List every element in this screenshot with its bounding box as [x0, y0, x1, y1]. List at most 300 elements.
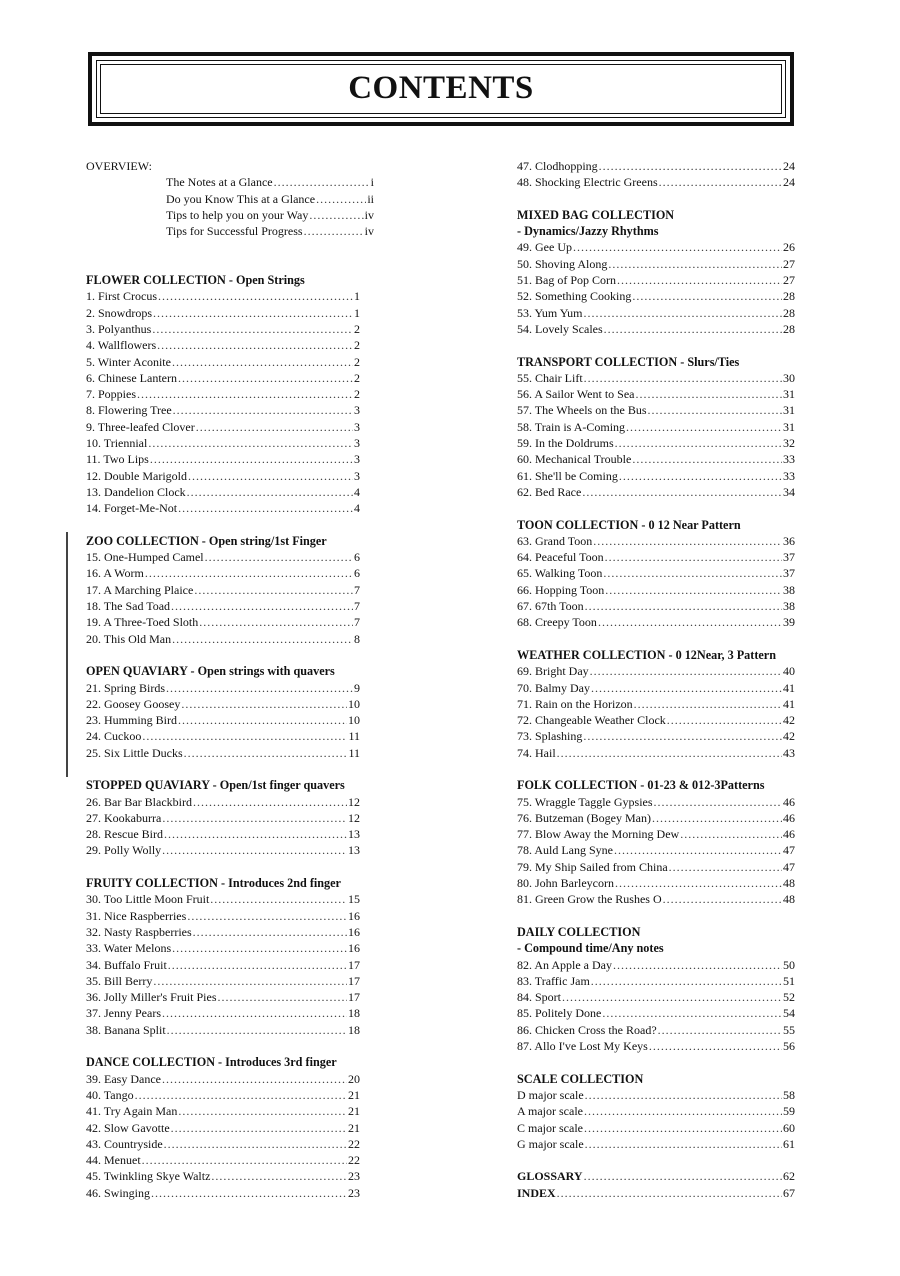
entry-title: 62. Bed Race — [517, 484, 582, 499]
entry-title: G major scale — [517, 1136, 584, 1151]
entry-page: 48 — [783, 876, 795, 891]
toc-entry — [86, 810, 360, 826]
entry-title: 3. Polyanthus — [86, 321, 152, 336]
entry-title: 54. Lovely Scales — [517, 321, 603, 336]
entry-page: 6 — [354, 550, 360, 565]
toc-entry — [517, 859, 795, 875]
toc-entry — [86, 1071, 360, 1087]
entry-title: 34. Buffalo Fruit — [86, 957, 167, 972]
contents-right-column — [517, 158, 795, 1201]
contents-title-frame — [88, 52, 794, 126]
toc-entry — [86, 1168, 360, 1184]
entry-page: 28 — [783, 289, 795, 304]
toc-entry — [86, 842, 360, 858]
entry-page: 7 — [354, 582, 360, 597]
dot-leader — [162, 810, 347, 826]
entry-page: 38 — [783, 582, 795, 597]
toc-entry — [86, 973, 360, 989]
dot-leader — [164, 1136, 347, 1152]
toc-entry — [86, 207, 374, 223]
entry-title: 40. Tango — [86, 1087, 134, 1102]
entry-page: 24 — [783, 159, 795, 173]
toc-entry — [517, 712, 795, 728]
dot-leader — [634, 696, 782, 712]
toc-entry — [517, 1087, 795, 1103]
toc-entry — [517, 826, 795, 842]
entry-page: iv — [364, 207, 374, 222]
entry-title: 9. Three-leafed Clover — [86, 419, 195, 434]
toc-entry — [86, 1022, 360, 1038]
entry-page: 18 — [348, 1022, 360, 1037]
section-heading: DANCE COLLECTION - Introduces 3rd finger — [86, 1055, 337, 1070]
entry-page: 28 — [783, 321, 795, 336]
entry-page: 60 — [783, 1120, 795, 1135]
spacer — [86, 256, 360, 272]
toc-entry — [517, 1185, 795, 1201]
entry-page: 11 — [348, 745, 360, 760]
entry-title: 80. John Barleycorn — [517, 876, 614, 891]
toc-entry — [86, 696, 360, 712]
entry-title: 77. Blow Away the Morning Dew — [517, 827, 680, 842]
toc-entry — [517, 614, 795, 630]
entry-title: 57. The Wheels on the Bus — [517, 403, 647, 418]
spacer — [86, 517, 360, 533]
section-heading: MIXED BAG COLLECTION — [517, 207, 675, 222]
entry-page: 26 — [783, 240, 795, 255]
entry-title: 21. Spring Birds — [86, 680, 166, 695]
entry-title: 1. First Crocus — [86, 289, 158, 304]
dot-leader — [605, 549, 782, 565]
dot-leader — [583, 305, 782, 321]
toc-entry — [86, 191, 374, 207]
entry-page: 7 — [354, 615, 360, 630]
toc-entry — [517, 598, 795, 614]
toc-entry — [86, 794, 360, 810]
entry-title: 6. Chinese Lantern — [86, 370, 177, 385]
entry-page: 1 — [354, 289, 360, 304]
entry-page: 47 — [783, 843, 795, 858]
entry-title: 8. Flowering Tree — [86, 403, 172, 418]
entry-title: 68. Creepy Toon — [517, 615, 597, 630]
entry-page: 33 — [783, 452, 795, 467]
entry-page: 55 — [783, 1022, 795, 1037]
toc-entry — [517, 1005, 795, 1021]
entry-page: 10 — [348, 713, 360, 728]
entry-title: 47. Clodhopping — [517, 159, 598, 173]
dot-leader — [659, 174, 782, 190]
entry-title: 7. Poppies — [86, 387, 137, 402]
toc-entry — [517, 386, 795, 402]
entry-page: 23 — [348, 1169, 360, 1184]
toc-entry — [517, 663, 795, 679]
spacer — [86, 859, 360, 875]
entry-page: 3 — [354, 419, 360, 434]
dot-leader — [158, 288, 353, 304]
dot-leader — [604, 321, 782, 337]
dot-leader — [573, 239, 782, 255]
entry-page: 12 — [348, 794, 360, 809]
dot-leader — [614, 842, 782, 858]
toc-entry — [86, 386, 360, 402]
entry-page: 6 — [354, 566, 360, 581]
toc-entry — [517, 305, 795, 321]
entry-page: 28 — [783, 305, 795, 320]
entry-page: 2 — [354, 387, 360, 402]
dot-leader — [162, 1005, 347, 1021]
toc-entry — [86, 712, 360, 728]
entry-page: 61 — [783, 1136, 795, 1151]
section-heading: SCALE COLLECTION — [517, 1071, 644, 1086]
toc-entry — [86, 957, 360, 973]
entry-title: 71. Rain on the Horizon — [517, 696, 633, 711]
spacer — [517, 1152, 795, 1168]
dot-leader — [157, 337, 353, 353]
toc-entry — [517, 1103, 795, 1119]
toc-entry — [517, 451, 795, 467]
entry-title: 58. Train is A-Coming — [517, 419, 626, 434]
entry-title: 52. Something Cooking — [517, 289, 632, 304]
entry-page: 38 — [783, 599, 795, 614]
entry-page: 4 — [354, 484, 360, 499]
entry-page: 41 — [783, 680, 795, 695]
entry-title: 25. Six Little Ducks — [86, 745, 183, 760]
dot-leader — [171, 1120, 347, 1136]
entry-page: 56 — [783, 1039, 795, 1054]
entry-title: 59. In the Doldrums — [517, 436, 614, 451]
entry-title: 63. Grand Toon — [517, 533, 593, 548]
toc-entry — [517, 728, 795, 744]
dot-leader — [590, 663, 782, 679]
entry-title: 78. Auld Lang Syne — [517, 843, 613, 858]
toc-entry — [517, 402, 795, 418]
entry-title: GLOSSARY — [517, 1169, 583, 1184]
toc-entry — [517, 582, 795, 598]
dot-leader — [602, 1005, 782, 1021]
dot-leader — [178, 500, 353, 516]
entry-title: 70. Balmy Day — [517, 680, 590, 695]
dot-leader — [669, 859, 782, 875]
spacer — [517, 631, 795, 647]
dot-leader — [193, 794, 347, 810]
entry-title: INDEX — [517, 1185, 556, 1200]
entry-page: 2 — [354, 321, 360, 336]
toc-entry — [86, 223, 374, 239]
entry-title: 13. Dandelion Clock — [86, 484, 186, 499]
entry-title: 36. Jolly Miller's Fruit Pies — [86, 990, 217, 1005]
toc-entry — [86, 402, 360, 418]
dot-leader — [162, 1071, 347, 1087]
entry-page: 36 — [783, 533, 795, 548]
entry-page: 21 — [348, 1120, 360, 1135]
toc-entry — [86, 924, 360, 940]
toc-entry — [517, 1022, 795, 1038]
toc-entry — [517, 875, 795, 891]
dot-leader — [164, 826, 347, 842]
dot-leader — [585, 1136, 782, 1152]
dot-leader — [178, 1103, 347, 1119]
dot-leader — [168, 957, 347, 973]
entry-page: 27 — [783, 273, 795, 288]
entry-title: 30. Too Little Moon Fruit — [86, 892, 210, 907]
entry-title: 51. Bag of Pop Corn — [517, 273, 616, 288]
entry-title: 46. Swinging — [86, 1185, 151, 1200]
entry-title: 41. Try Again Man — [86, 1104, 178, 1119]
entry-page: 21 — [348, 1104, 360, 1119]
toc-entry — [86, 435, 360, 451]
entry-title: 65. Walking Toon — [517, 566, 603, 581]
entry-title: 82. An Apple a Day — [517, 957, 612, 972]
toc-entry — [86, 500, 360, 516]
dot-leader — [309, 207, 363, 223]
toc-entry — [86, 354, 360, 370]
entry-page: i — [370, 175, 374, 190]
dot-leader — [584, 370, 782, 386]
entry-page: 58 — [783, 1087, 795, 1102]
entry-page: 62 — [783, 1169, 795, 1184]
entry-title: 50. Shoving Along — [517, 256, 608, 271]
dot-leader — [187, 908, 347, 924]
entry-title: 27. Kookaburra — [86, 810, 162, 825]
dot-leader — [632, 288, 782, 304]
entry-page: 13 — [348, 827, 360, 842]
entry-title: 33. Water Melons — [86, 941, 172, 956]
entry-page: 32 — [783, 436, 795, 451]
entry-page: 16 — [348, 908, 360, 923]
toc-entry — [517, 989, 795, 1005]
entry-page: 17 — [348, 973, 360, 988]
spacer — [517, 500, 795, 516]
dot-leader — [635, 386, 782, 402]
dot-leader — [150, 451, 353, 467]
toc-entry — [86, 1136, 360, 1152]
spacer — [86, 1038, 360, 1054]
entry-page: 10 — [348, 696, 360, 711]
spacer — [86, 761, 360, 777]
entry-title: 79. My Ship Sailed from China — [517, 859, 668, 874]
toc-entry — [517, 370, 795, 386]
section-heading: ZOO COLLECTION - Open string/1st Finger — [86, 533, 327, 548]
dot-leader — [613, 957, 782, 973]
entry-title: 24. Cuckoo — [86, 729, 142, 744]
toc-entry — [86, 419, 360, 435]
entry-title: 60. Mechanical Trouble — [517, 452, 632, 467]
entry-title: A major scale — [517, 1104, 583, 1119]
dot-leader — [152, 321, 353, 337]
entry-page: 48 — [783, 892, 795, 907]
entry-title: 20. This Old Man — [86, 631, 172, 646]
entry-page: 13 — [348, 843, 360, 858]
dot-leader — [584, 1120, 782, 1136]
section-heading: FLOWER COLLECTION - Open Strings — [86, 273, 305, 288]
entry-page: 3 — [354, 436, 360, 451]
entry-title: 61. She'll be Coming — [517, 468, 618, 483]
entry-title: 66. Hopping Toon — [517, 582, 605, 597]
toc-entry — [86, 891, 360, 907]
entry-title: 81. Green Grow the Rushes O — [517, 892, 662, 907]
spacer — [517, 191, 795, 207]
entry-page: 47 — [783, 859, 795, 874]
entry-title: 29. Polly Wolly — [86, 843, 162, 858]
entry-page: iv — [364, 224, 374, 239]
dot-leader — [619, 468, 782, 484]
dot-leader — [211, 1168, 347, 1184]
toc-entry — [517, 1120, 795, 1136]
entry-page: 50 — [783, 957, 795, 972]
toc-entry — [86, 288, 360, 304]
entry-page: 37 — [783, 566, 795, 581]
toc-entry — [86, 1120, 360, 1136]
dot-leader — [562, 989, 782, 1005]
entry-page: 3 — [354, 452, 360, 467]
toc-entry — [86, 631, 360, 647]
dot-leader — [557, 1185, 782, 1201]
dot-leader — [178, 712, 347, 728]
dot-leader — [605, 582, 782, 598]
dot-leader — [167, 1022, 347, 1038]
toc-entry — [86, 908, 360, 924]
entry-page: 15 — [348, 892, 360, 907]
toc-entry — [517, 565, 795, 581]
entry-title: 76. Butzeman (Bogey Man) — [517, 810, 651, 825]
dot-leader — [652, 810, 782, 826]
entry-page: 3 — [354, 403, 360, 418]
entry-page: 46 — [783, 827, 795, 842]
entry-page: 20 — [348, 1071, 360, 1086]
dot-leader — [274, 174, 370, 190]
entry-page: 18 — [348, 1006, 360, 1021]
entry-title: 26. Bar Bar Blackbird — [86, 794, 192, 809]
section-heading: FOLK COLLECTION - 01-23 & 012-3Patterns — [517, 778, 765, 793]
dot-leader — [148, 435, 353, 451]
dot-leader — [649, 1038, 782, 1054]
dot-leader — [599, 158, 782, 174]
entry-title: 12. Double Marigold — [86, 468, 187, 483]
dot-leader — [199, 614, 353, 630]
section-heading: STOPPED QUAVIARY - Open/1st finger quavers — [86, 778, 345, 793]
toc-entry — [517, 435, 795, 451]
dot-leader — [591, 973, 782, 989]
section-heading: WEATHER COLLECTION - 0 12Near, 3 Pattern — [517, 647, 776, 662]
dot-leader — [583, 728, 782, 744]
toc-entry — [86, 321, 360, 337]
section-heading: - Compound time/Any notes — [517, 941, 664, 956]
entry-page: 41 — [783, 696, 795, 711]
entry-page: 24 — [783, 175, 795, 190]
entry-title: 11. Two Lips — [86, 452, 149, 467]
dot-leader — [632, 451, 782, 467]
entry-title: 42. Slow Gavotte — [86, 1120, 170, 1135]
toc-entry — [517, 1136, 795, 1152]
entry-page: 17 — [348, 957, 360, 972]
entry-title: 10. Triennial — [86, 436, 148, 451]
dot-leader — [598, 614, 782, 630]
dot-leader — [181, 696, 347, 712]
toc-entry — [517, 533, 795, 549]
spacer — [517, 337, 795, 353]
contents-left-column — [86, 158, 374, 1201]
entry-page: 8 — [354, 631, 360, 646]
entry-title: 14. Forget-Me-Not — [86, 501, 178, 516]
entry-page: 39 — [783, 615, 795, 630]
entry-page: 59 — [783, 1104, 795, 1119]
spacer — [86, 239, 360, 255]
entry-title: 15. One-Humped Camel — [86, 550, 204, 565]
dot-leader — [654, 794, 782, 810]
dot-leader — [582, 484, 782, 500]
entry-title: D major scale — [517, 1087, 584, 1102]
dot-leader — [145, 565, 353, 581]
dot-leader — [603, 565, 782, 581]
spacer — [517, 908, 795, 924]
entry-page: 3 — [354, 468, 360, 483]
entry-page: 37 — [783, 550, 795, 565]
dot-leader — [585, 598, 782, 614]
entry-title: 22. Goosey Goosey — [86, 696, 181, 711]
dot-leader — [608, 256, 782, 272]
entry-title: 75. Wraggle Taggle Gypsies — [517, 794, 653, 809]
entry-page: 2 — [354, 370, 360, 385]
toc-entry — [86, 598, 360, 614]
toc-entry — [517, 1168, 795, 1184]
entry-page: 11 — [348, 729, 360, 744]
entry-page: 17 — [348, 990, 360, 1005]
dot-leader — [591, 680, 782, 696]
entry-page: 16 — [348, 941, 360, 956]
entry-title: 31. Nice Raspberries — [86, 908, 187, 923]
entry-title: Tips to help you on your Way — [166, 207, 309, 222]
entry-title: 4. Wallflowers — [86, 338, 157, 353]
dot-leader — [142, 1152, 347, 1168]
entry-title: 44. Menuet — [86, 1153, 141, 1168]
entry-page: 22 — [348, 1153, 360, 1168]
toc-entry — [517, 794, 795, 810]
entry-title: 16. A Worm — [86, 566, 144, 581]
toc-entry — [86, 1103, 360, 1119]
dot-leader — [194, 582, 353, 598]
toc-entry — [517, 973, 795, 989]
entry-page: 54 — [783, 1006, 795, 1021]
dot-leader — [166, 680, 353, 696]
entry-title: 5. Winter Aconite — [86, 354, 171, 369]
entry-title: 55. Chair Lift — [517, 370, 583, 385]
entry-title: 48. Shocking Electric Greens — [517, 175, 658, 190]
entry-page: 46 — [783, 794, 795, 809]
spacer — [517, 1054, 795, 1070]
entry-title: 86. Chicken Cross the Road? — [517, 1022, 657, 1037]
entry-page: 23 — [348, 1185, 360, 1200]
dot-leader — [593, 533, 782, 549]
entry-title: 49. Gee Up — [517, 240, 572, 255]
entry-page: 31 — [783, 419, 795, 434]
section-heading: FRUITY COLLECTION - Introduces 2nd finger — [86, 876, 341, 891]
entry-title: 39. Easy Dance — [86, 1071, 161, 1086]
entry-title: 72. Changeable Weather Clock — [517, 713, 666, 728]
entry-page: 16 — [348, 924, 360, 939]
toc-entry — [86, 174, 374, 190]
section-heading: TOON COLLECTION - 0 12 Near Pattern — [517, 517, 741, 532]
entry-title: The Notes at a Glance — [166, 175, 273, 190]
page-title: CONTENTS — [348, 70, 534, 106]
dot-leader — [178, 370, 353, 386]
entry-page: 1 — [354, 305, 360, 320]
dot-leader — [142, 728, 347, 744]
dot-leader — [151, 1185, 347, 1201]
dot-leader — [626, 419, 782, 435]
dot-leader — [172, 940, 347, 956]
entry-title: 28. Rescue Bird — [86, 827, 163, 842]
dot-leader — [153, 305, 353, 321]
dot-leader — [584, 1168, 782, 1184]
